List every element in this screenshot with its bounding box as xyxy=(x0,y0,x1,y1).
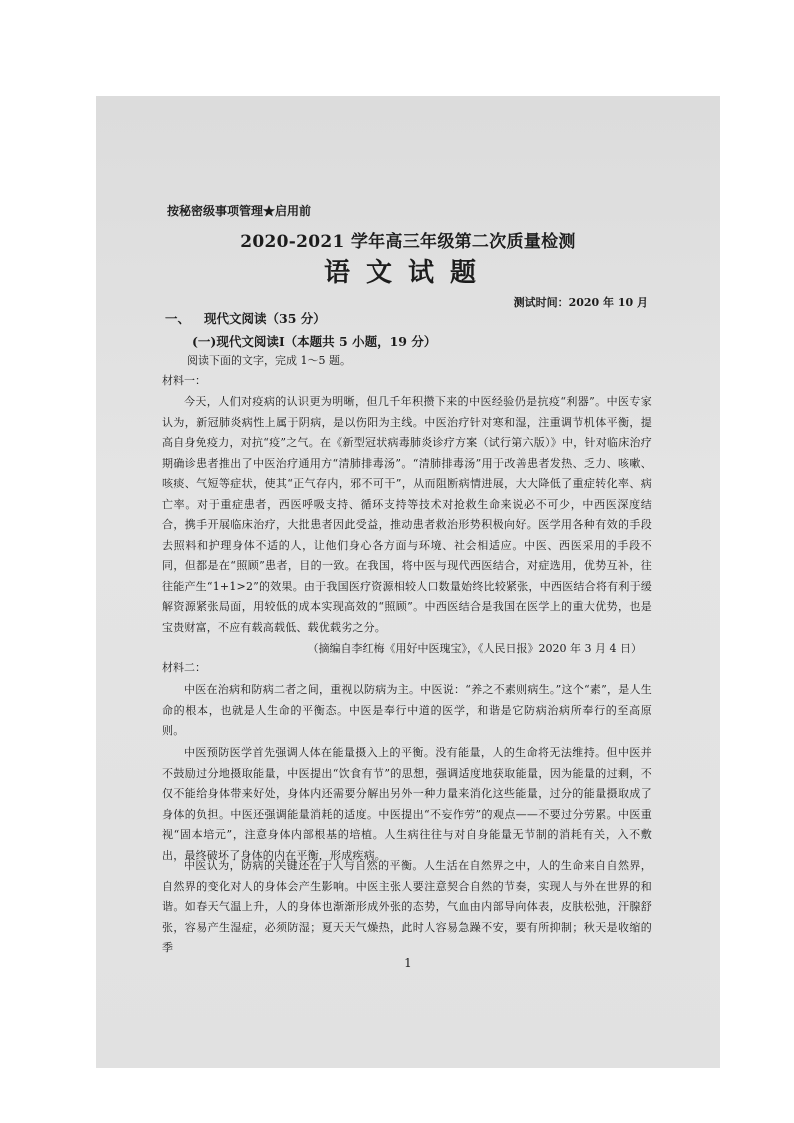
section-number: 一、 xyxy=(165,311,191,326)
secrecy-note: 按秘密级事项管理★启用前 xyxy=(167,204,312,218)
instruction-text: 阅读下面的文字，完成 1～5 题。 xyxy=(187,354,351,367)
subject-title: 语文试题 xyxy=(323,258,492,288)
material2-paragraph: 中医在治病和防病二者之间，重视以防病为主。中医说：“养之不素则病生。”这个“素”，是人生命的根本，也就是人生命的平衡态。中医是奉行中道的医学，和谐是它防病治病所奉行的至高原则。 xyxy=(162,683,652,737)
material1-paragraph: 今天，人们对疫病的认识更为明晰，但几千年积攒下来的中医经验仍是抗疫“利器”。中医专家认为，新冠肺炎病性上属于阴病，是以伤阳为主线。中医治疗针对寒和湿，注重调节机体平衡，提高自身免疫力，对抗“疫”之气。在《新型冠状病毒肺炎诊疗方案（试行第六版）》中，针对临床治疗期确诊患者推出了中医治疗通用方“清肺排毒汤”。“清肺排毒汤”用于改善患者发热、乏力、咳嗽、咳痰、气短等症状，使其“正气存内，邪不可干”，从而阻断病情进展，大大降低了重症转化率、病亡率。对于重症患者，西医呼吸支持、循环支持等技术对抢救生命来说必不可少，中西医深度结合，携手开展临床治疗，大批患者因此受益，推动患者救治形势积极向好。医学用各种有效的手段去照料和护理身体不适的人，让他们身心各方面与环境、社会相适应。中医、西医采用的手段不同，但都是在“照顾”患者，目的一致。在我国，将中医与现代西医结合，对症选用，优势互补，往往能产生“1+1>2”的效果。由于我国医疗资源相较人口数量始终比较紧张，中西医结合将有利于缓解资源紧张局面，用较低的成本实现高效的“照顾”。中西医结合是我国在医学上的重大优势，也是宝贵财富，不应有载高载低、载优载劣之分。 xyxy=(162,395,652,634)
material1-source: （摘编自李红梅《用好中医瑰宝》，《人民日报》2020 年 3 月 4 日） xyxy=(307,642,642,655)
material1-label: 材料一： xyxy=(162,374,206,387)
section-heading xyxy=(165,309,326,327)
document-sheet xyxy=(96,96,720,1068)
subsection-heading: (一)现代文阅读Ⅰ（本题共 5 小题，19 分） xyxy=(192,334,437,349)
page-number: 1 xyxy=(404,956,412,970)
material2-paragraph: 中医预防医学首先强调人体在能量摄入上的平衡。没有能量，人的生命将无法维持。但中医并不鼓励过分地摄取能量，中医提出“饮食有节”的思想，强调适度地获取能量，因为能量的过剩，不仅不能给身体带来好处，身体内还需要分解出另外一种力量来消化这些能量，过分的能量摄取成了身体的负担。中医还强调能量消耗的适度。中医提出“不妄作劳”的观点——不要过分劳累。中医重视“固本培元”，注意身体内部根基的培植。人生病往往与对自身能量无节制的消耗有关，入不敷出，最终破坏了身体的内在平衡，形成疾病。 xyxy=(162,746,652,862)
material2-paragraph: 中医认为，防病的关键还在于人与自然的平衡。人生活在自然界之中，人的生命来自自然界，自然界的变化对人的身体会产生影响。中医主张人要注意契合自然的节奏，实现人与外在世界的和谐。如春天气温上升，人的身体也渐渐形成外张的态势，气血由内部导向体表，皮肤松弛，汗腺舒张，容易产生湿症，必须防湿；夏天天气燥热，此时人容易急躁不安，要有所抑制；秋天是收缩的季 xyxy=(162,859,652,954)
test-time: 测试时间：2020 年 10 月 xyxy=(513,296,648,309)
material2-label: 材料二： xyxy=(162,661,206,674)
section-title: 现代文阅读（35 分） xyxy=(204,311,326,326)
exam-title: 2020-2021 学年高三年级第二次质量检测 xyxy=(240,232,576,252)
